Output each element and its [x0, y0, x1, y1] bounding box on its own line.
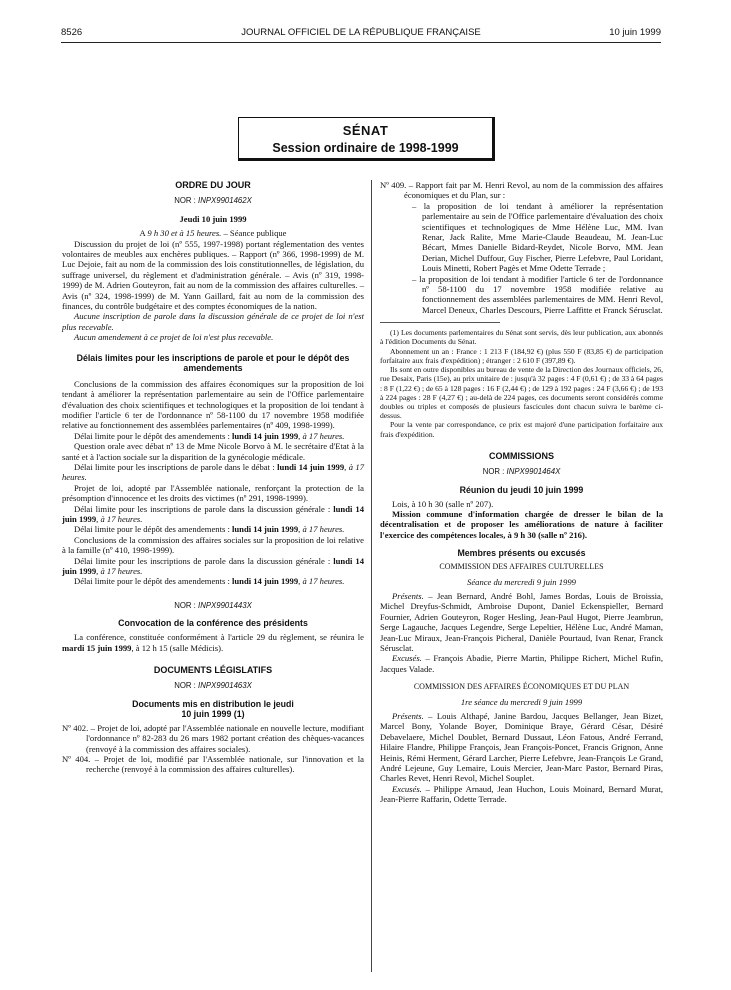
issue-date: 10 juin 1999 — [609, 27, 661, 38]
conclusions-2: Conclusions de la commission des affaires sociales sur la proposition de loi relative à la famille (nº 410, 1998-1999). — [62, 534, 364, 556]
session-title: Session ordinaire de 1998-1999 — [272, 141, 459, 155]
note-no-speaking: Aucune inscription de parole dans la discussion générale de ce projet de loi n'est plus recevable. — [62, 311, 364, 332]
nor-ref-4: NOR : INPX9901464X — [482, 467, 561, 477]
commissions-heading: COMMISSIONS — [488, 450, 554, 461]
reunion-heading: Réunion du jeudi 10 juin 1999 — [459, 484, 584, 495]
page-number: 8526 — [61, 27, 83, 38]
mission-text: Mission commune d'information chargée de dresser le bilan de la décentralisation et de proposer les améliorations de nature à faciliter l'exercice des compétences locales, à 9 h 30 (salle nº 216). — [380, 508, 663, 540]
deadline-4: Délai limite pour le dépôt des amendements : lundi 14 juin 1999, à 17 heures. — [74, 524, 345, 535]
seance-date-1: Séance du mercredi 9 juin 1999 — [467, 576, 576, 587]
deadline-1: Délai limite pour le dépôt des amendements : lundi 14 juin 1999, à 17 heures. — [74, 430, 345, 441]
footnote-4: Pour la vente par correspondance, ce prix est majoré d'une participation forfaitaire aux frais d'expédition. — [380, 420, 663, 439]
deadline-3: Délai limite pour les inscriptions de parole dans la discussion générale : lundi 14 juin 1999, à 17 heures. — [62, 503, 364, 524]
column-separator — [371, 180, 372, 972]
ordre-du-jour-heading: ORDRE DU JOUR — [175, 180, 251, 190]
presents-1: Présents. – Jean Bernard, André Bohl, James Bordas, Louis de Broissia, Michel Dreyfus-Schmidt, Ambroise Dupont, Daniel Eckenspieller, Bernard Fournier, Adrien Gouteyron, Roger Hesling, Jean-Paul Hugot, Pierre Jeambrun, Serge Lagauche, Jacques Legendre, Serge Lepeltier, Hélène Luc, André Maman, Jean-Luc Miraux, Jean-François Picheral, Danièle Pourtaud, Ivan Renar, Franck Sérusclat. — [380, 590, 663, 653]
question-orale: Question orale avec débat nº 13 de Mme Nicole Borvo à M. le secrétaire d'Etat à la santé et à l'action sociale sur la disparition de la gynécologie médicale. — [62, 441, 364, 462]
presents-2: Présents. – Louis Althapé, Janine Bardou, Jacques Bellanger, Jean Bizet, Marcel Bony, Yolande Boyer, Dominique Braye, Gérard César, Désiré Debavelaere, Michel Doublet, Bernard Dussaut, Léon Fatous, André Ferrand, Hilaire Flandre, Philippe François, Jean François-Poncet, Francis Grignon, Anne Heinis, Rémi Herment, Gérard Larcher, Pierre Lefebvre, Jean-François Le Grand, André Lejeune, Guy Lemaire, Louis Mercier, Jean-Marc Pastor, Bernard Piras, Charles Revet, Henri Revol, Michel Souplet. — [380, 711, 663, 784]
doc-409: Nº 409. – Rapport fait par M. Henri Revol, au nom de la commission des affaires économiques et du Plan, sur : — [380, 180, 663, 201]
documents-heading: DOCUMENTS LÉGISLATIFS — [153, 665, 273, 676]
doc-402: Nº 402. – Projet de loi, adopté par l'Assemblée nationale en nouvelle lecture, modifiant l'ordonnance nº 82-283 du 26 mars 1982 portant création des chèques-vacances (renvoyé à la commission des affaires sociales). — [62, 722, 364, 754]
nor-ref-3: NOR : INPX9901463X — [174, 681, 252, 691]
conference-heading: Convocation de la conférence des présidents — [118, 618, 308, 629]
journal-title: JOURNAL OFFICIEL DE LA RÉPUBLIQUE FRANÇAISE — [241, 27, 481, 38]
projet-de-loi: Projet de loi, adopté par l'Assemblée nationale, renforçant la protection de la présomption d'innocence et les droits des victimes (nº 291, 1998-1999). — [62, 482, 364, 504]
commission-affaires-culturelles: COMMISSION DES AFFAIRES CULTURELLES — [439, 562, 604, 572]
seance-date-2: 1re séance du mercredi 9 juin 1999 — [460, 696, 583, 707]
docs-distribution-heading: Documents mis en distribution le jeudi 10 juin 1999 (1) — [132, 698, 294, 719]
doc-409-item-1: – la proposition de loi tendant à améliorer la représentation parlementaire au sein de l'Office parlementaire d'évaluation des choix scientifiques et technologiques de Mme Hélène Luc, MM. Ivan Renar, Jack Ralite, Mme Marie-Claude Beaudeau, M. Jean-Luc Bécart, Mmes Danielle Bidard-Reydet, Nicole Borvo, MM. Jean Derian, Michel Duffour, Guy Fischer, Pierre Lefebvre, Paul Loridant, Louis Minetti, Robert Pagès et Mme Odette Terrade ; — [412, 200, 663, 274]
header-rule — [61, 42, 661, 43]
conclusions-1: Conclusions de la commission des affaires économiques sur la proposition de loi tendant à améliorer la représentation parlementaire au sein de l'Office parlementaire d'évaluation des choix scientifiques et technologiques et la proposition de loi tendant à modifier l'article 6 ter de l'ordonnance nº 58-1100 du 17 novembre 1958 modifiée relative au fonctionnement des assemblées parlementaires (nº 409, 1998-1999). — [62, 378, 364, 431]
deadline-6: Délai limite pour le dépôt des amendements : lundi 14 juin 1999, à 17 heures. — [74, 576, 345, 587]
title-box — [238, 117, 495, 161]
nor-ref-2: NOR : INPX9901443X — [174, 600, 252, 610]
note-no-amendment: Aucun amendement à ce projet de loi n'est plus recevable. — [74, 332, 274, 343]
commission-affaires-economiques: COMMISSION DES AFFAIRES ÉCONOMIQUES ET DU PLAN — [413, 682, 630, 692]
doc-409-item-2: – la proposition de loi tendant à modifier l'article 6 ter de l'ordonnance nº 58-1100 du 17 novembre 1958 modifiée relative au fonctionnement des assemblées parlementaires de MM. Henri Revol, Marcel Deneux, Charles Descours, Pierre Laffitte et Franck Sérusclat. — [412, 273, 663, 315]
senate-title: SÉNAT — [342, 123, 389, 138]
seance-line: A 9 h 30 et à 15 heures. – Séance publique — [139, 228, 287, 239]
right-column — [380, 180, 663, 805]
membres-heading: Membres présents ou excusés — [457, 548, 586, 559]
footnote-1: (1) Les documents parlementaires du Sénat sont servis, dès leur publication, aux abonnés à l'édition Documents du Sénat. — [380, 328, 663, 347]
lois-line: Lois, à 10 h 30 (salle nº 207). — [392, 498, 494, 509]
footnote-2: Abonnement un an : France : 1 213 F (184,92 €) (plus 550 F (83,85 €) de participation forfaitaire aux frais d'expédition) ; étranger : 2 610 F (397,89 €). — [380, 346, 663, 365]
deadline-2: Délai limite pour les inscriptions de parole dans le débat : lundi 14 juin 1999, à 17 heures. — [62, 461, 365, 483]
deadline-5: Délai limite pour les inscriptions de parole dans la discussion générale : lundi 14 juin 1999, à 17 heures. — [62, 555, 364, 576]
running-header — [61, 27, 661, 41]
footnote-rule — [380, 322, 500, 323]
session-date: Jeudi 10 juin 1999 — [179, 213, 247, 224]
footnote-3: Ils sont en outre disponibles au bureau de vente de la Direction des Journaux officiels, 26, rue Desaix, Paris (15e), au prix unitaire de : jusqu'à 32 pages : 4 F (0,61 €) ; de 33 à 64 pages : 8 F (1,22 €) ; de 65 à 128 pages : 16 F (2,44 €) ; de 129 à 192 pages : 24 F (3,66 €) ; de 193 à 224 pages : 28 F (4,27 €) ; au-delà de 224 pages, ces documents seront considérés comme doubles ou triples et composés de plusieurs fascicules dont chacun suivra le barème ci-dessus. — [380, 365, 663, 421]
excuses-1: Excusés. – François Abadie, Pierre Martin, Philippe Richert, Michel Rufin, Jacques Valade. — [380, 653, 663, 674]
delais-heading: Délais limites pour les inscriptions de parole et pour le dépôt des amendements — [76, 352, 350, 373]
excuses-2: Excusés. – Philippe Arnaud, Jean Huchon, Louis Moinard, Bernard Murat, Jean-Pierre Raffarin, Odette Terrade. — [380, 783, 663, 805]
nor-ref: NOR : INPX9901462X — [174, 196, 252, 206]
footnotes — [380, 328, 663, 438]
doc-404: Nº 404. – Projet de loi, modifié par l'Assemblée nationale, sur l'innovation et la recherche (renvoyé à la commission des affaires culturelles). — [62, 754, 364, 775]
conference-text: La conférence, constituée conformément à l'article 29 du règlement, se réunira le mardi 15 juin 1999, à 12 h 15 (salle Médicis). — [62, 632, 364, 653]
left-column — [62, 180, 364, 775]
discussion-text: Discussion du projet de loi (nº 555, 1997-1998) portant réglementation des ventes volontaires de meubles aux enchères publiques. – Rapport (nº 366, 1998-1999) de M. Luc Dejoie, fait au nom de la commission des lois constitutionnelles, de législation, du suffrage universel, du règlement et d'administration générale. – Avis (nº 319, 1998-1999) de M. Adrien Gouteyron, fait au nom de la commission des affaires culturelles. – Avis (nº 324, 1998-1999) de M. Yann Gaillard, fait au nom de la commission des finances, du contrôle budgétaire et des comptes économiques de la nation. — [62, 238, 364, 312]
